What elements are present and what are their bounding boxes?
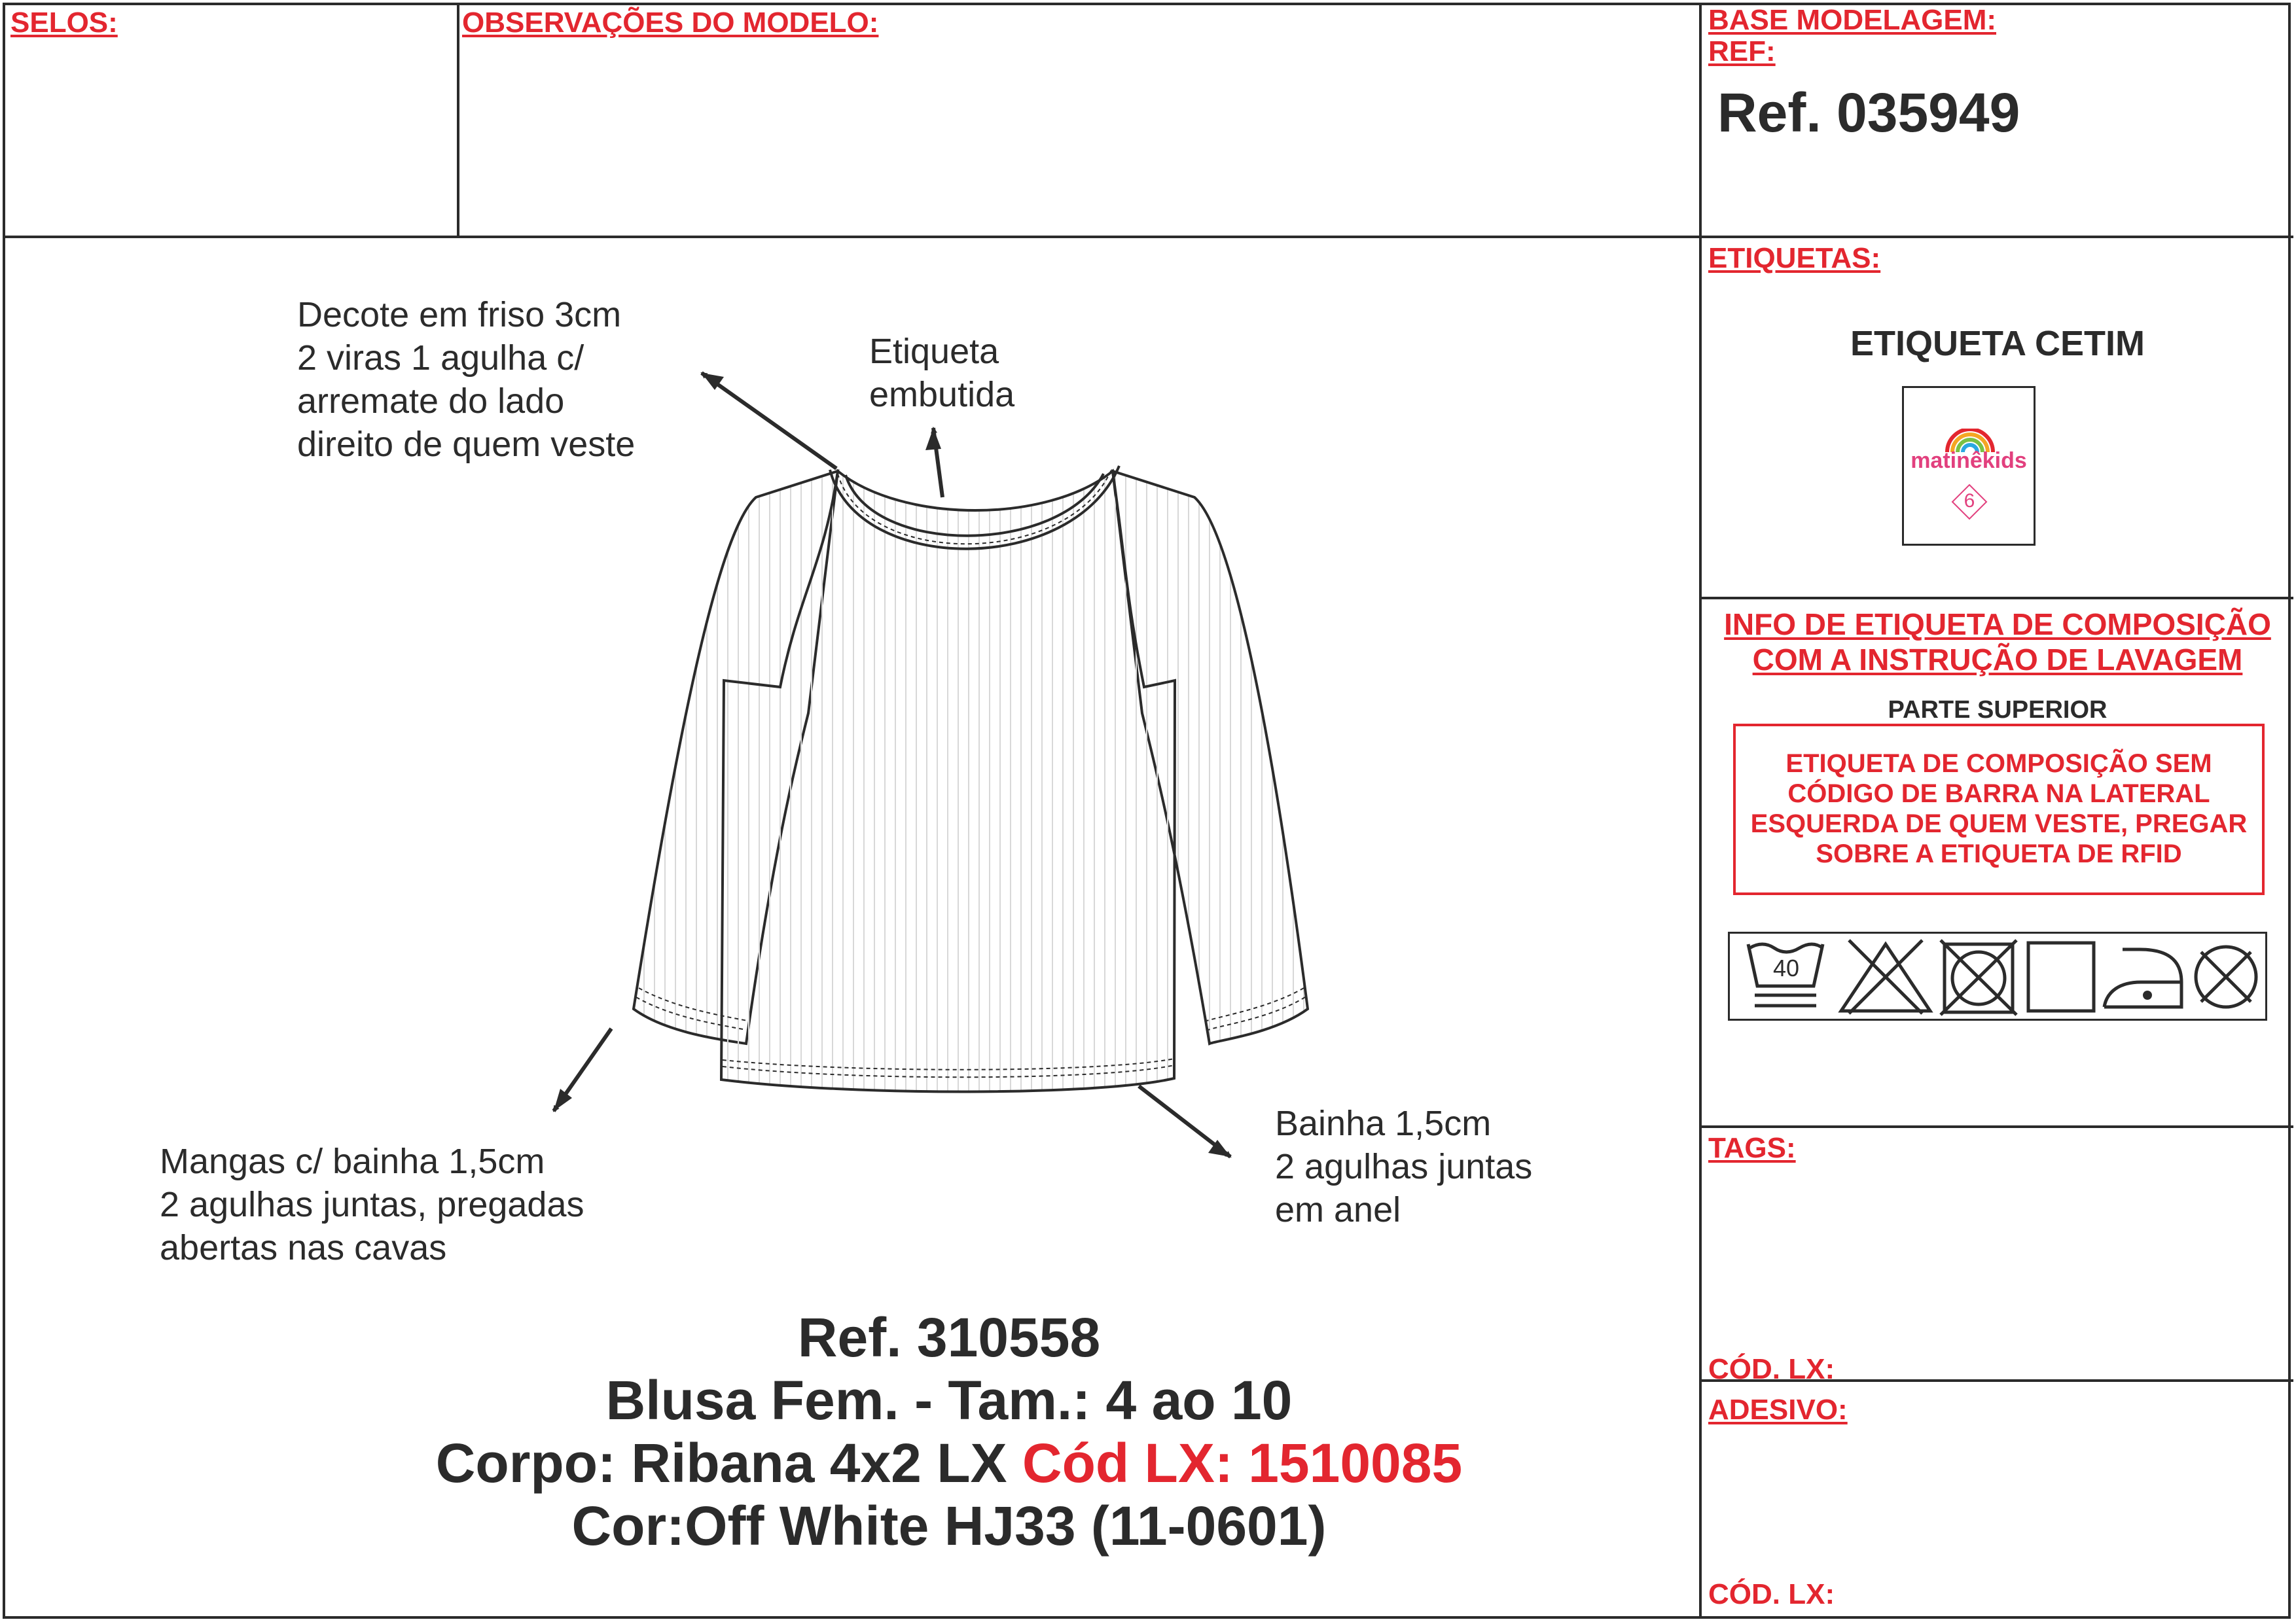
mangas-line-2: 2 agulhas juntas, pregadas <box>160 1185 584 1224</box>
size-value: 6 <box>1964 490 1975 512</box>
product-ref: Ref. 310558 <box>797 1307 1101 1368</box>
decote-line-2: 2 viras 1 agulha c/ <box>297 338 584 378</box>
wash-temperature: 40 <box>1772 955 1800 981</box>
bainha-line-1: Bainha 1,5cm <box>1275 1104 1492 1143</box>
brand-logo-text: matinêkids <box>1910 448 2027 473</box>
bainha-line-3: em anel <box>1275 1190 1401 1229</box>
decote-line-4: direito de quem veste <box>297 425 636 464</box>
blouse-technical-drawing <box>576 451 1322 1112</box>
product-description: Blusa Fem. - Tam.: 4 ao 10 <box>605 1369 1293 1431</box>
adesivo-label: ADESIVO: <box>1708 1394 1848 1426</box>
mangas-line-1: Mangas c/ bainha 1,5cm <box>160 1142 545 1181</box>
instruction-line-1: ETIQUETA DE COMPOSIÇÃO SEM <box>1785 749 2212 778</box>
care-symbols-strip <box>1728 932 2267 1021</box>
ref-label: REF: <box>1708 35 1776 67</box>
instruction-line-4: SOBRE A ETIQUETA DE RFID <box>1816 839 2182 868</box>
iron-low-icon <box>2100 943 2185 1012</box>
instruction-line-3: ESQUERDA DE QUEM VESTE, PREGAR <box>1750 809 2248 838</box>
parte-superior-label: PARTE SUPERIOR <box>1888 696 2108 724</box>
product-body-code: Cód LX: 1510085 <box>1022 1432 1463 1494</box>
mangas-line-3: abertas nas cavas <box>160 1228 447 1267</box>
base-ref-value: Ref. 035949 <box>1717 82 2020 143</box>
etiqueta-line-1: Etiqueta <box>869 332 999 371</box>
etiqueta-line-2: embutida <box>869 375 1015 414</box>
tags-divider <box>1699 1125 2293 1128</box>
satin-label-sample <box>1902 386 2036 546</box>
do-not-dry-clean-icon <box>2189 940 2263 1014</box>
etiquetas-label: ETIQUETAS: <box>1708 242 1881 274</box>
dry-flat-icon <box>2026 940 2098 1014</box>
do-not-bleach-icon <box>1836 938 1935 1016</box>
etiqueta-type: ETIQUETA CETIM <box>1850 324 2145 363</box>
decote-line-3: arremate do lado <box>297 381 565 421</box>
tags-label: TAGS: <box>1708 1132 1796 1164</box>
product-body-line <box>183 1432 1715 1494</box>
adesivo-cod-lx-label: CÓD. LX: <box>1708 1578 1835 1610</box>
decote-line-1: Decote em friso 3cm <box>297 295 622 334</box>
observacoes-label: OBSERVAÇÕES DO MODELO: <box>462 7 879 39</box>
product-color: Cor:Off White HJ33 (11-0601) <box>571 1495 1327 1557</box>
product-body-fabric: Corpo: Ribana 4x2 LX <box>435 1432 1022 1494</box>
do-not-tumble-dry-icon <box>1938 938 2019 1016</box>
bainha-line-2: 2 agulhas juntas <box>1275 1147 1533 1186</box>
composicao-title-2: COM A INSTRUÇÃO DE LAVAGEM <box>1752 643 2243 677</box>
selos-label: SELOS: <box>10 7 118 39</box>
base-modelagem-label: BASE MODELAGEM: <box>1708 4 1996 36</box>
tags-cod-lx-label: CÓD. LX: <box>1708 1353 1835 1385</box>
composition-instruction-box <box>1733 724 2265 895</box>
etiquetas-divider <box>1699 597 2293 599</box>
composicao-title-1: INFO DE ETIQUETA DE COMPOSIÇÃO <box>1724 607 2271 641</box>
instruction-line-2: CÓDIGO DE BARRA NA LATERAL <box>1787 779 2210 808</box>
